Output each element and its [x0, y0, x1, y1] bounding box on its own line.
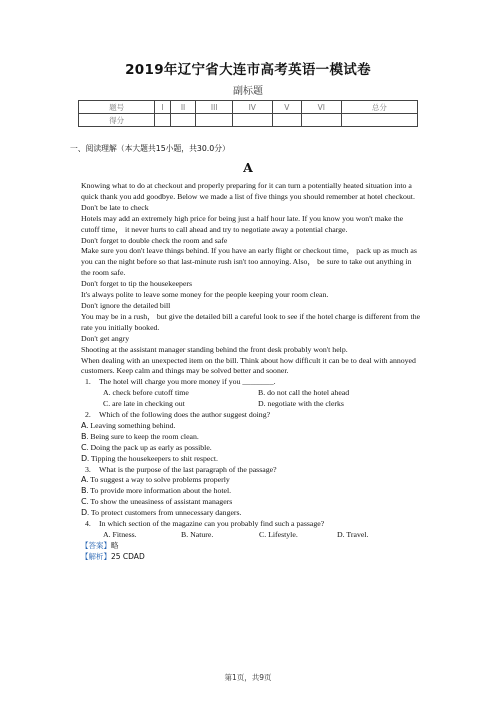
score-table-score-row: [79, 114, 418, 127]
option-row: [81, 443, 421, 454]
question-number: 3.: [85, 464, 91, 474]
option-text: . Being sure to keep the room clean.: [86, 431, 199, 441]
question-number: 2.: [85, 410, 91, 420]
passage-paragraph: Don't forget to tip the housekeepers: [81, 279, 193, 289]
analysis-line: [81, 552, 421, 563]
question-list: [81, 377, 421, 541]
score-header-cell: IV: [232, 101, 272, 114]
question-text: In which section of the magazine can you probably find such a passage?: [99, 519, 325, 529]
passage-paragraph: Don't ignore the detailed bill: [81, 300, 171, 310]
score-header-cell: 总分: [341, 101, 417, 114]
option-letter: C: [103, 399, 109, 409]
option-row: [103, 399, 421, 410]
option-row: [81, 508, 421, 519]
option-text: . To suggest a way to solve problems properly: [86, 475, 230, 485]
answer-option: [81, 421, 175, 430]
option-letter: D: [258, 399, 264, 409]
option-text: . Tipping the housekeepers to shit respect.: [87, 453, 218, 463]
option-letter: D: [81, 453, 88, 463]
answer-option: [181, 530, 213, 539]
answer-option: [81, 432, 199, 441]
score-header-cell: I: [155, 101, 170, 114]
passage-paragraph: Don't get angry: [81, 333, 130, 343]
score-header-cell: III: [196, 101, 232, 114]
answer-option: [81, 475, 230, 484]
option-cell: [258, 399, 413, 410]
question-stem: [81, 519, 421, 530]
option-letter: D: [337, 530, 343, 539]
score-cell: [301, 114, 341, 127]
option-text: . Fitness.: [108, 530, 137, 539]
analysis-tag: 【解析】: [81, 551, 111, 561]
question-number: 4.: [85, 519, 91, 529]
option-letter: A: [103, 530, 109, 539]
score-table: [78, 100, 418, 127]
score-cell: [272, 114, 301, 127]
passage-paragraph: Make sure you don't leave things behind. If you have an early flight or checkout time， pack up as much as you can the night before so that last-minute rush isn't too annoying. Also， be sure to take out anything in the room safe.: [81, 246, 417, 278]
option-cell: [103, 388, 258, 399]
score-cell: [341, 114, 417, 127]
option-row: [81, 486, 421, 497]
answer-option: [81, 454, 218, 463]
option-letter: B: [81, 486, 87, 496]
question-stem: [81, 410, 421, 421]
score-cell: [155, 114, 170, 127]
analysis-text: 25 CDAD: [111, 551, 145, 561]
option-text: . are late in checking out: [108, 399, 185, 409]
question-stem: [81, 465, 421, 476]
option-row: [81, 497, 421, 508]
option-text: . Doing the pack up as early as possible.: [86, 442, 212, 452]
option-letter: A: [103, 388, 109, 398]
option-text: . Leaving something behind.: [86, 420, 176, 430]
option-text: . Lifestyle.: [264, 530, 298, 539]
answer-option: [337, 530, 368, 539]
option-row: [81, 432, 421, 443]
question-text: Which of the following does the author suggest doing?: [99, 410, 271, 420]
score-row-label: 得分: [79, 114, 155, 127]
answer-option: [258, 388, 349, 397]
option-cell: [103, 530, 181, 541]
section-heading: 一、阅读理解（本大题共15小题，共30.0分）: [70, 144, 230, 153]
answer-option: [103, 388, 189, 397]
score-header-cell: 题号: [79, 101, 155, 114]
score-header-cell: VI: [301, 101, 341, 114]
option-letter: D: [81, 508, 88, 518]
option-cell: [337, 530, 415, 541]
question-stem: [81, 377, 421, 388]
option-cell: [258, 388, 413, 399]
option-letter: B: [258, 388, 264, 398]
page-title: 2019年辽宁省大连市高考英语一模试卷: [125, 62, 371, 78]
question-text: The hotel will charge you more money if you ________.: [99, 377, 276, 387]
answer-option: [103, 530, 137, 539]
option-letter: A: [81, 420, 87, 430]
option-cell: [259, 530, 337, 541]
option-text: . To protect customers from unnecessary dangers.: [87, 508, 242, 518]
answer-option: [81, 497, 232, 506]
option-text: . negotiate with the clerks: [263, 399, 344, 409]
option-letter: C: [81, 497, 87, 507]
passage-paragraph: When dealing with an unexpected item on the bill. Think about how difficult it can be to deal with annoyed customers. Keep calm and things may be solved better and sooner.: [81, 355, 416, 376]
passage-paragraph: Hotels may add an extremely high price for being just a half hour late. If you know you won't make the cutoff time， it never hurts to call ahead and try to negotiate away a potential charge.: [81, 213, 404, 234]
option-text: . To show the uneasiness of assistant managers: [86, 497, 233, 507]
question-text: What is the purpose of the last paragraph of the passage?: [99, 464, 277, 474]
passage-paragraph: It's always polite to leave some money for the people keeping your room clean.: [81, 290, 329, 300]
answer-option: [81, 443, 212, 452]
answer-option: [81, 486, 231, 495]
score-cell: [232, 114, 272, 127]
passage-letter: A: [243, 160, 253, 175]
score-table-header-row: [79, 101, 418, 114]
option-row: [81, 475, 421, 486]
passage-paragraph: Shooting at the assistant manager standing behind the front desk probably won't help.: [81, 344, 348, 354]
option-row: [81, 454, 421, 465]
score-cell: [196, 114, 232, 127]
option-text: . To provide more information about the hotel.: [86, 486, 232, 496]
option-row: [103, 530, 421, 541]
answer-option: [81, 508, 242, 517]
option-letter: C: [81, 442, 87, 452]
passage-paragraph: Don't forget to double check the room and safe: [81, 235, 228, 245]
option-text: . Nature.: [186, 530, 214, 539]
option-row: [81, 421, 421, 432]
option-letter: B: [81, 431, 87, 441]
passage-paragraph: Knowing what to do at checkout and properly preparing for it can turn a potentially heated situation into a quick thank you add goodbye. Below we made a list of five things you should remember at hotel checkout.: [81, 181, 415, 201]
passage-paragraph: You may be in a rush， but give the detailed bill a careful look to see if the hotel charge is different from the rate you initially booked.: [81, 311, 421, 332]
option-cell: [181, 530, 259, 541]
answer-text: 略: [111, 540, 119, 550]
option-row: [103, 388, 421, 399]
option-text: . check before cutoff time: [108, 388, 189, 398]
page-footer: 第1页，共9页: [224, 673, 272, 682]
page-subtitle: 副标题: [233, 86, 263, 97]
option-letter: C: [259, 530, 265, 539]
answer-option: [258, 399, 344, 408]
option-cell: [103, 399, 258, 410]
option-letter: A: [81, 475, 87, 485]
option-text: . Travel.: [342, 530, 369, 539]
passage-paragraphs: [81, 181, 421, 377]
passage-paragraph: Don't be late to check: [81, 202, 149, 212]
answer-option: [103, 399, 185, 408]
question-number: 1.: [85, 377, 91, 387]
score-header-cell: II: [170, 101, 196, 114]
option-letter: B: [181, 530, 187, 539]
answer-option: [259, 530, 298, 539]
score-header-cell: V: [272, 101, 301, 114]
passage-body: [81, 181, 421, 563]
answer-line: [81, 541, 421, 552]
score-cell: [170, 114, 196, 127]
option-text: . do not call the hotel ahead: [263, 388, 350, 398]
answer-tag: 【答案】: [81, 540, 111, 550]
